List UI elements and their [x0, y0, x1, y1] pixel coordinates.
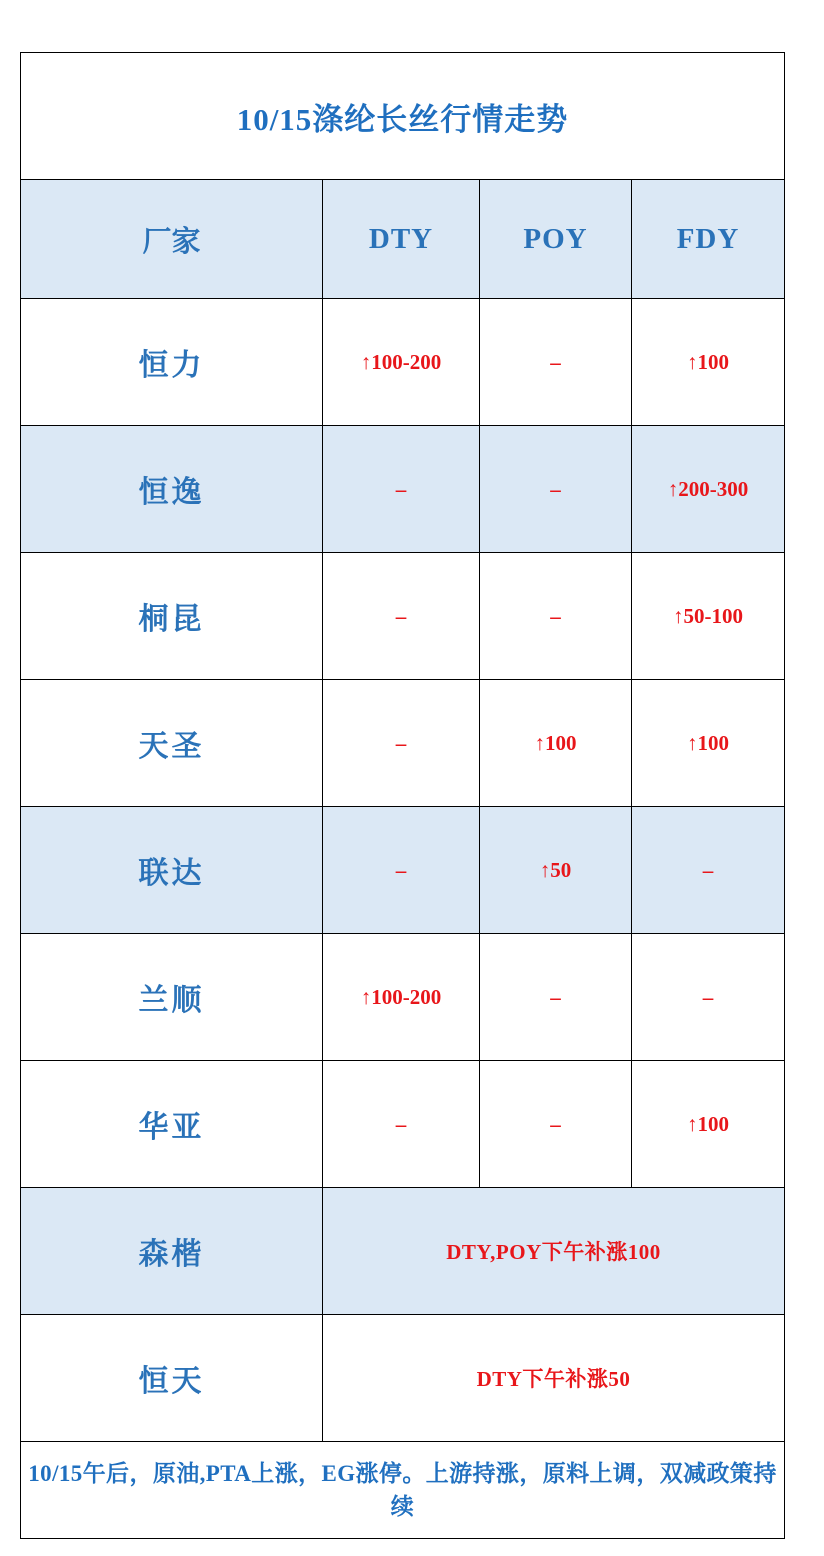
table-row-note [21, 1315, 785, 1442]
column-header-maker: 厂家 [21, 180, 323, 299]
maker-name: 恒天 [21, 1315, 323, 1442]
value-fdy: ↑50-100 [632, 553, 785, 680]
table-row [21, 934, 785, 1061]
value-poy: ↑100 [480, 680, 632, 807]
summary-text: 10/15午后，原油,PTA上涨，EG涨停。上游持涨，原料上调，双减政策持续 [28, 1460, 777, 1519]
value-dty: – [323, 426, 480, 553]
value-dty: – [323, 807, 480, 934]
table-row-note [21, 1188, 785, 1315]
column-header-dty: DTY [323, 180, 480, 299]
maker-name: 恒力 [21, 299, 323, 426]
table-row [21, 1061, 785, 1188]
value-fdy: ↑100 [632, 1061, 785, 1188]
value-fdy: ↑100 [632, 680, 785, 807]
maker-name: 天圣 [21, 680, 323, 807]
value-poy: – [480, 426, 632, 553]
value-dty: ↑100-200 [323, 934, 480, 1061]
page-title: 10/15涤纶长丝行情走势 [21, 53, 785, 180]
value-fdy: ↑100 [632, 299, 785, 426]
row-note: DTY,POY下午补涨100 [323, 1188, 785, 1315]
header-row [21, 180, 785, 299]
maker-name: 恒逸 [21, 426, 323, 553]
maker-name: 森楷 [21, 1188, 323, 1315]
market-table [20, 52, 785, 1539]
value-fdy: ↑200-300 [632, 426, 785, 553]
maker-name: 华亚 [21, 1061, 323, 1188]
value-poy: ↑50 [480, 807, 632, 934]
value-dty: – [323, 1061, 480, 1188]
value-dty: – [323, 680, 480, 807]
summary-row [21, 1442, 785, 1539]
value-dty: ↑100-200 [323, 299, 480, 426]
title-row [21, 53, 785, 180]
column-header-poy: POY [480, 180, 632, 299]
row-note: DTY下午补涨50 [323, 1315, 785, 1442]
table-row [21, 553, 785, 680]
value-poy: – [480, 1061, 632, 1188]
value-poy: – [480, 299, 632, 426]
maker-name: 联达 [21, 807, 323, 934]
value-poy: – [480, 934, 632, 1061]
table-row [21, 680, 785, 807]
table-row [21, 426, 785, 553]
value-dty: – [323, 553, 480, 680]
market-table-container [20, 52, 784, 1539]
column-header-fdy: FDY [632, 180, 785, 299]
table-row [21, 299, 785, 426]
maker-name: 兰顺 [21, 934, 323, 1061]
value-poy: – [480, 553, 632, 680]
value-fdy: – [632, 934, 785, 1061]
value-fdy: – [632, 807, 785, 934]
maker-name: 桐昆 [21, 553, 323, 680]
table-row [21, 807, 785, 934]
